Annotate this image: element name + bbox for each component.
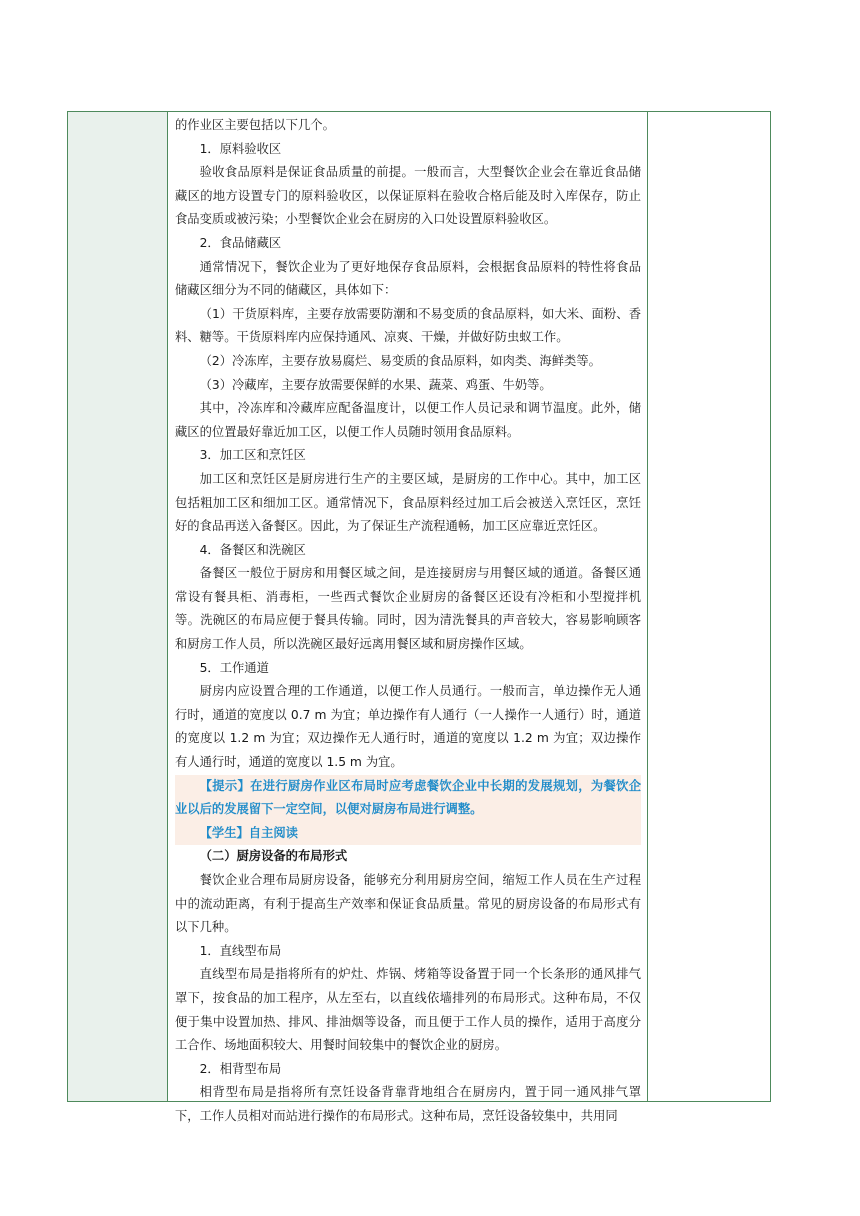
left-column bbox=[68, 112, 168, 1101]
paragraph: 厨房内应设置合理的工作通道，以便工作人员通行。一般而言，单边操作无人通行时，通道的宽度以 0.7 m 为宜；单边操作有人通行（一人操作一人通行）时，通道的宽度以 1.2 m 为宜；双边操作无人通行时，通道的宽度以 1.2 m 为宜；双边操作有人通行时，通道的宽度以 1.5 m 为宜。 bbox=[175, 684, 641, 770]
section-title: 2．相背型布局 bbox=[199, 1061, 282, 1076]
table-frame bbox=[67, 111, 771, 1123]
main-content bbox=[175, 114, 641, 1129]
section-title: 1．原料验收区 bbox=[199, 141, 282, 156]
paragraph: 备餐区一般位于厨房和用餐区域之间，是连接厨房与用餐区域的通道。备餐区通常设有餐具柜、消毒柜，一些西式餐饮企业厨房的备餐区还设有冷柜和小型搅拌机等。洗碗区的布局应便于餐具传输。同时，因为清洗餐具的声音较大，容易影响顾客和厨房工作人员，所以洗碗区最好远离用餐区域和厨房操作区域。 bbox=[175, 566, 641, 652]
list-item: （2）冷冻库，主要存放易腐烂、易变质的食品原料，如肉类、海鲜类等。 bbox=[199, 353, 601, 368]
section-title: 2．食品储藏区 bbox=[199, 235, 282, 250]
section-title: 4．备餐区和洗碗区 bbox=[199, 542, 306, 557]
subsection-heading: （二）厨房设备的布局形式 bbox=[199, 849, 348, 864]
list-item: （1）干货原料库，主要存放需要防潮和不易变质的食品原料，如大米、面粉、香料、糖等。干货原料库内应保持通风、凉爽、干燥，并做好防虫蚁工作。 bbox=[175, 306, 641, 345]
section-title: 1．直线型布局 bbox=[199, 943, 282, 958]
tip-note: 【提示】在进行厨房作业区布局时应考虑餐饮企业中长期的发展规划，为餐饮企业以后的发展留下一定空间，以便对厨房布局进行调整。 bbox=[175, 775, 641, 822]
paragraph: 相背型布局是指将所有烹饪设备背靠背地组合在厨房内，置于同一通风排气罩下，工作人员相对而站进行操作的布局形式。这种布局，烹饪设备较集中，共用同 bbox=[175, 1085, 641, 1123]
student-note: 【学生】自主阅读 bbox=[175, 822, 641, 846]
paragraph: 加工区和烹饪区是厨房进行生产的主要区域，是厨房的工作中心。其中，加工区包括粗加工区和细加工区。通常情况下，食品原料经过加工后会被送入烹饪区，烹饪好的食品再送入备餐区。因此，为了保证生产流程通畅，加工区应靠近烹饪区。 bbox=[175, 471, 641, 534]
section-title: 5．工作通道 bbox=[199, 660, 269, 675]
paragraph: 验收食品原料是保证食品质量的前提。一般而言，大型餐饮企业会在靠近食品储藏区的地方设置专门的原料验收区，以保证原料在验收合格后能及时入库保存，防止食品变质或被污染；小型餐饮企业会在厨房的入口处设置原料验收区。 bbox=[175, 165, 641, 227]
right-column bbox=[647, 112, 770, 1101]
paragraph: 餐饮企业合理布局厨房设备，能够充分利用厨房空间，缩短工作人员在生产过程中的流动距离，有利于提高生产效率和保证食品质量。常见的厨房设备的布局形式有以下几种。 bbox=[175, 873, 641, 935]
list-item: （3）冷藏库，主要存放需要保鲜的水果、蔬菜、鸡蛋、牛奶等。 bbox=[199, 377, 552, 392]
section-title: 3．加工区和烹饪区 bbox=[199, 448, 306, 463]
paragraph: 其中，冷冻库和冷藏库应配备温度计，以便工作人员记录和调节温度。此外，储藏区的位置最好靠近加工区，以便工作人员随时领用食品原料。 bbox=[175, 401, 641, 439]
paragraph: 通常情况下，餐饮企业为了更好地保存食品原料，会根据食品原料的特性将食品储藏区细分为不同的储藏区，具体如下： bbox=[175, 259, 641, 298]
paragraph: 直线型布局是指将所有的炉灶、炸锅、烤箱等设备置于同一个长条形的通风排气罩下，按食品的加工程序，从左至右，以直线依墙排列的布局形式。这种布局，不仅便于集中设置加热、排风、排油烟等设备，而且便于工作人员的操作，适用于高度分工合作、场地面积较大、用餐时间较集中的餐饮企业的厨房。 bbox=[175, 967, 641, 1053]
paragraph: 的作业区主要包括以下几个。 bbox=[175, 118, 335, 132]
